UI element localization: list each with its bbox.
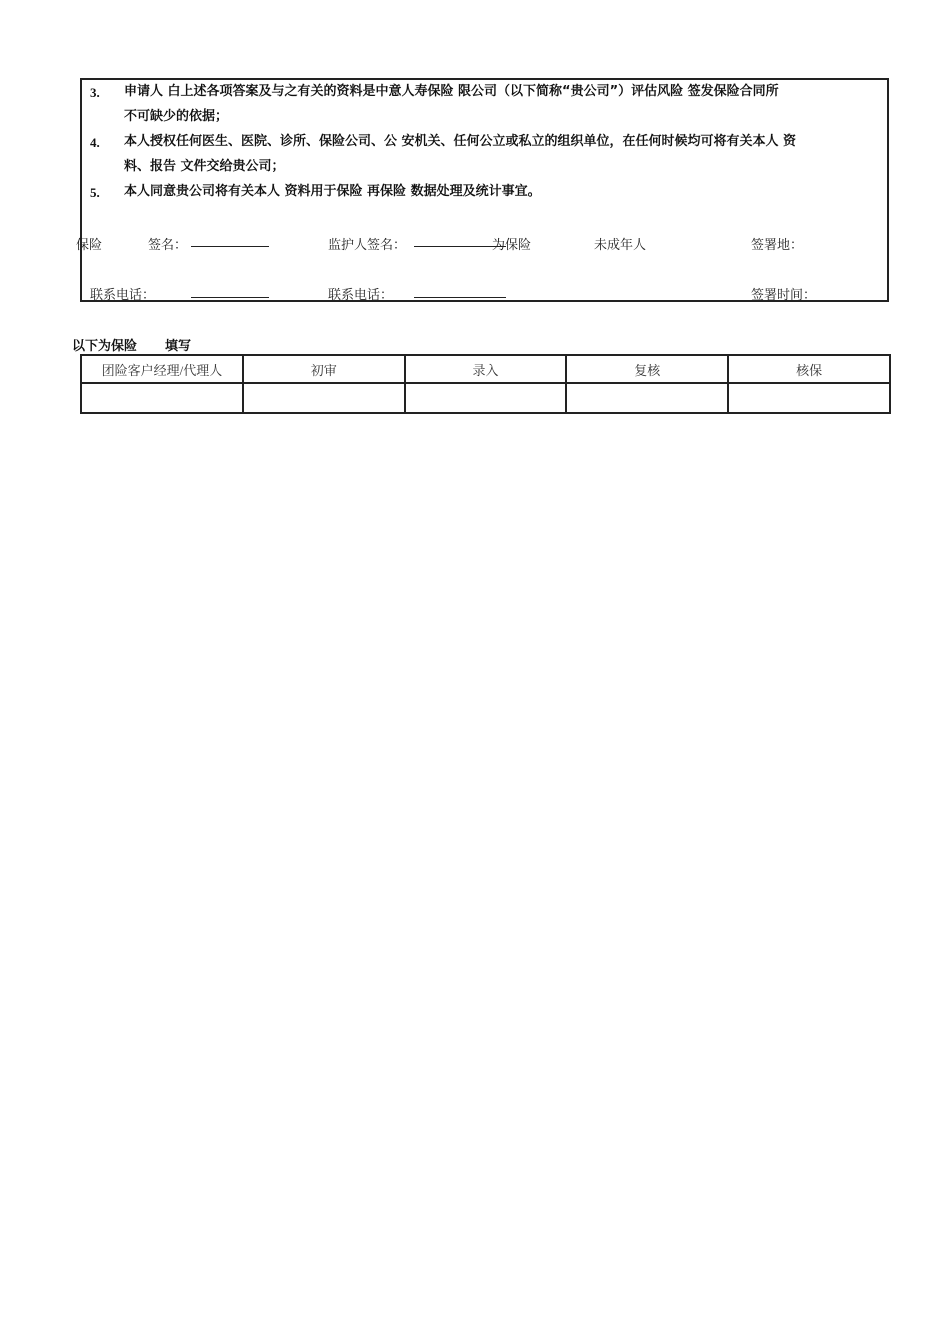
- cell-recheck[interactable]: [566, 383, 728, 413]
- guardian-signature-label: 监护人签名：: [328, 238, 407, 253]
- minor-label: 未成年人: [594, 238, 647, 253]
- cell-underwriting[interactable]: [728, 383, 890, 413]
- header-initial-review: 初审: [243, 355, 405, 383]
- signature-line[interactable]: [191, 246, 269, 247]
- signing-place-label: 签署地：: [751, 238, 804, 253]
- guardian-note: 为保险: [492, 238, 532, 253]
- review-header-row: [81, 355, 890, 383]
- insured-label: 保险: [76, 238, 103, 253]
- review-title-part2: 填写: [165, 339, 192, 354]
- item-number: 4.: [90, 135, 100, 150]
- item-number: 3.: [90, 85, 100, 100]
- header-underwriting: 核保: [728, 355, 890, 383]
- declaration-item-text-continued: 不可缺少的依据；: [124, 109, 229, 124]
- signing-time-label: 签署时间：: [751, 288, 817, 303]
- guardian-phone-line[interactable]: [414, 297, 506, 298]
- header-recheck: 复核: [566, 355, 728, 383]
- cell-entry[interactable]: [405, 383, 567, 413]
- cell-agent[interactable]: [81, 383, 243, 413]
- item-number: 5.: [90, 185, 100, 200]
- declaration-item-text: 本人同意贵公司将有关本人 资料用于保险 再保险 数据处理及统计事宜。: [124, 184, 541, 199]
- review-section-title: [72, 335, 191, 354]
- review-title-part1: 以下为保险: [72, 339, 138, 354]
- review-value-row: [81, 383, 890, 413]
- guardian-phone-label: 联系电话：: [328, 288, 394, 303]
- phone-line[interactable]: [191, 297, 269, 298]
- declaration-item-text-continued: 料、报告 文件交给贵公司；: [124, 159, 285, 174]
- declaration-item-text: 申请人 白上述各项答案及与之有关的资料是中意人寿保险 限公司（以下简称“贵公司”）评估风险 签发保险合同所: [124, 84, 779, 99]
- review-table: [80, 354, 891, 414]
- declaration-item-text: 本人授权任何医生、医院、诊所、保险公司、公 安机关、任何公立或私立的组织单位，在任何时候均可将有关本人 资: [124, 134, 797, 149]
- header-entry: 录入: [405, 355, 567, 383]
- header-agent: 团险客户经理/代理人: [81, 355, 243, 383]
- signature-label: 签名：: [148, 238, 188, 253]
- phone-label: 联系电话：: [90, 288, 156, 303]
- cell-initial-review[interactable]: [243, 383, 405, 413]
